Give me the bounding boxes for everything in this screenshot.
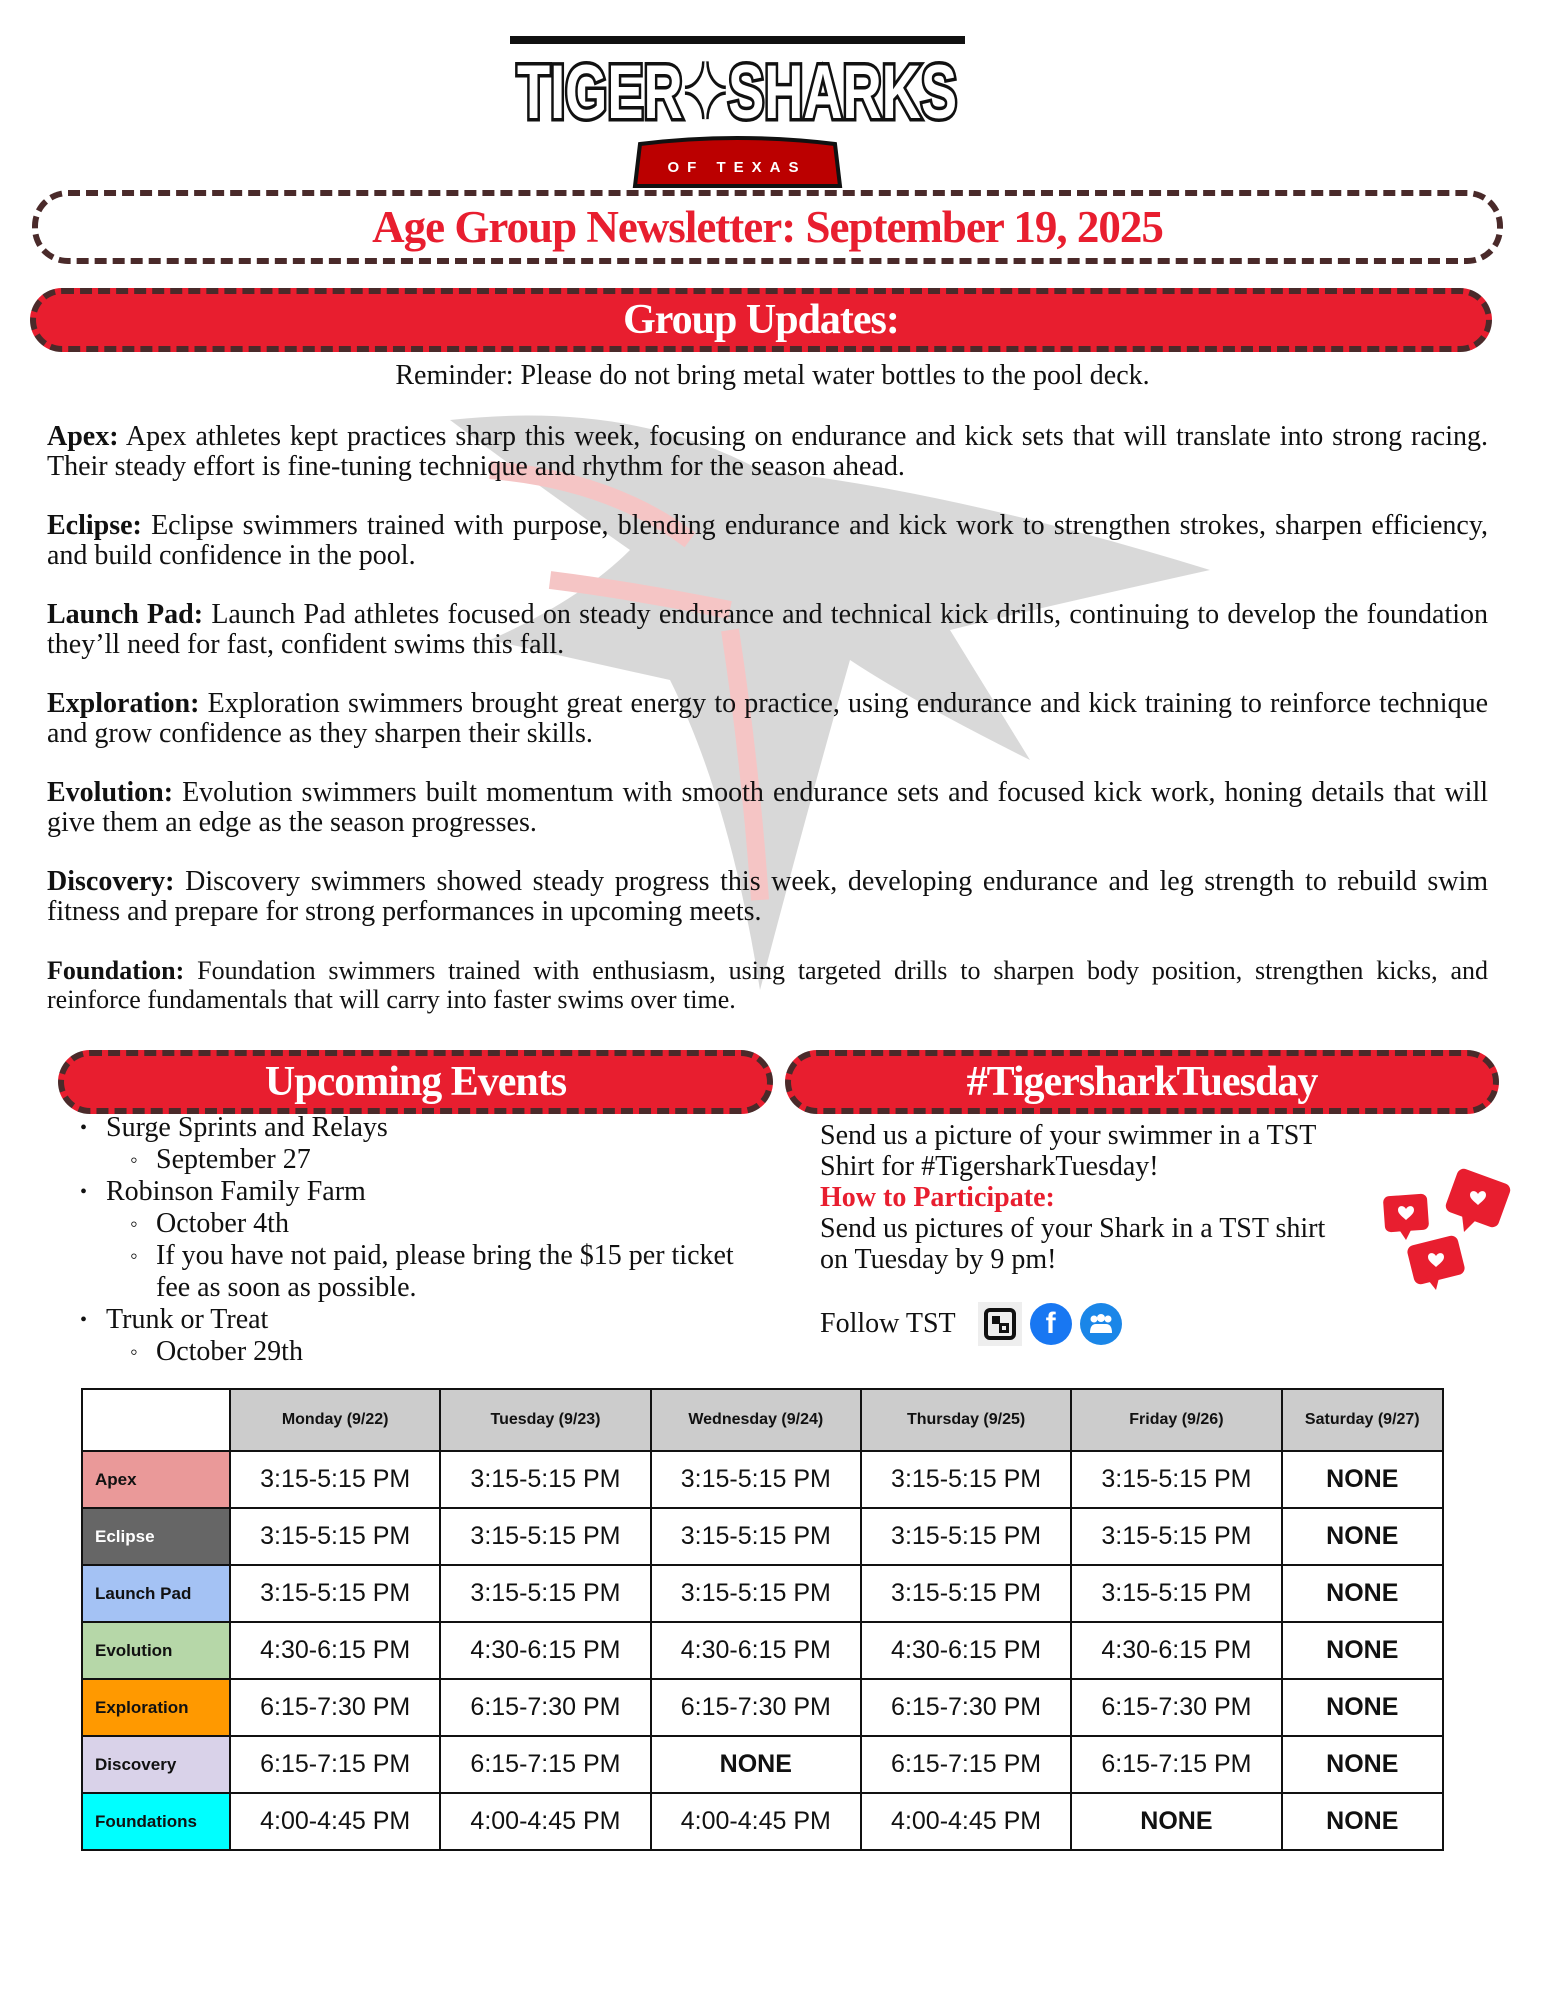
how-to-participate-label: How to Participate: xyxy=(820,1182,1055,1213)
time-cell: NONE xyxy=(1282,1622,1443,1679)
group-label: Exploration xyxy=(82,1679,230,1736)
facebook-icon[interactable]: f xyxy=(1030,1303,1072,1345)
time-cell: 4:00-4:45 PM xyxy=(651,1793,861,1850)
update-exploration xyxy=(47,689,1488,749)
group-label: Evolution xyxy=(82,1622,230,1679)
time-cell: 6:15-7:15 PM xyxy=(1071,1736,1281,1793)
time-cell: NONE xyxy=(1282,1565,1443,1622)
group-name: Exploration: xyxy=(47,688,200,719)
tigershark-tuesday-heading: #TigersharkTuesday xyxy=(785,1050,1499,1114)
time-cell: 3:15-5:15 PM xyxy=(861,1451,1071,1508)
group-label: Eclipse xyxy=(82,1508,230,1565)
time-cell: 6:15-7:15 PM xyxy=(861,1736,1071,1793)
event-detail: ◦ October 29th xyxy=(80,1336,760,1368)
update-apex xyxy=(47,422,1488,482)
update-foundation xyxy=(47,956,1488,1014)
time-cell: 3:15-5:15 PM xyxy=(861,1508,1071,1565)
group-label: Launch Pad xyxy=(82,1565,230,1622)
group-icon[interactable] xyxy=(1080,1303,1122,1345)
update-text: Launch Pad athletes focused on steady endurance and technical kick drills, continuing to develop the foundation they’ll need for fast, confident swims this fall. xyxy=(47,599,1488,660)
svg-text:OF TEXAS: OF TEXAS xyxy=(667,159,807,176)
schedule-row xyxy=(82,1736,1443,1793)
update-text: Evolution swimmers built momentum with smooth endurance sets and focused kick work, honing details that will give them an edge as the season progresses. xyxy=(47,777,1489,838)
time-cell: NONE xyxy=(1071,1793,1281,1850)
time-cell: NONE xyxy=(651,1736,861,1793)
time-cell: NONE xyxy=(1282,1451,1443,1508)
update-discovery xyxy=(47,867,1488,927)
svg-text:TIGER✦SHARKS: TIGER✦SHARKS xyxy=(517,50,957,135)
time-cell: 4:30-6:15 PM xyxy=(861,1622,1071,1679)
events-list xyxy=(80,1112,760,1368)
update-text: Exploration swimmers brought great energy to practice, using endurance and kick training to reinforce technique and grow confidence as they sharpen their skills. xyxy=(47,688,1489,749)
time-cell: 6:15-7:30 PM xyxy=(1071,1679,1281,1736)
corner-cell xyxy=(82,1389,230,1451)
group-label: Discovery xyxy=(82,1736,230,1793)
group-name: Evolution: xyxy=(47,777,174,808)
schedule-row xyxy=(82,1622,1443,1679)
event-detail: ◦ October 4th xyxy=(80,1208,760,1240)
time-cell: 4:00-4:45 PM xyxy=(440,1793,650,1850)
people-glyph xyxy=(1088,1313,1114,1335)
update-eclipse xyxy=(47,511,1488,571)
update-launch-pad xyxy=(47,600,1488,660)
event-item: • Robinson Family Farm xyxy=(80,1176,760,1208)
time-cell: 4:00-4:45 PM xyxy=(861,1793,1071,1850)
group-name: Eclipse: xyxy=(47,510,142,541)
time-cell: NONE xyxy=(1282,1793,1443,1850)
schedule-row xyxy=(82,1793,1443,1850)
time-cell: 3:15-5:15 PM xyxy=(230,1565,440,1622)
time-cell: 6:15-7:30 PM xyxy=(440,1679,650,1736)
how-to-participate-text: Send us pictures of your Shark in a TST shirt on Tuesday by 9 pm! xyxy=(820,1213,1326,1275)
schedule-header-row xyxy=(82,1389,1443,1451)
event-item: • Trunk or Treat xyxy=(80,1304,760,1336)
heart-notification-icons xyxy=(1380,1170,1530,1290)
time-cell: 6:15-7:30 PM xyxy=(651,1679,861,1736)
practice-schedule-table xyxy=(81,1388,1444,1851)
time-cell: 3:15-5:15 PM xyxy=(861,1565,1071,1622)
day-header: Monday (9/22) xyxy=(230,1389,440,1451)
event-detail: ◦ September 27 xyxy=(80,1144,760,1176)
time-cell: 3:15-5:15 PM xyxy=(1071,1565,1281,1622)
time-cell: 3:15-5:15 PM xyxy=(651,1508,861,1565)
time-cell: 3:15-5:15 PM xyxy=(651,1565,861,1622)
time-cell: 6:15-7:30 PM xyxy=(861,1679,1071,1736)
group-name: Launch Pad: xyxy=(47,599,204,630)
day-header: Friday (9/26) xyxy=(1071,1389,1281,1451)
time-cell: 3:15-5:15 PM xyxy=(1071,1451,1281,1508)
time-cell: 4:30-6:15 PM xyxy=(651,1622,861,1679)
time-cell: 3:15-5:15 PM xyxy=(651,1451,861,1508)
reminder-text: Reminder: Please do not bring metal water bottles to the pool deck. xyxy=(395,360,1150,391)
time-cell: 4:00-4:45 PM xyxy=(230,1793,440,1850)
time-cell: 4:30-6:15 PM xyxy=(1071,1622,1281,1679)
time-cell: 3:15-5:15 PM xyxy=(440,1508,650,1565)
group-name: Foundation: xyxy=(47,956,185,985)
schedule-row xyxy=(82,1679,1443,1736)
day-header: Saturday (9/27) xyxy=(1282,1389,1443,1451)
upcoming-events-heading: Upcoming Events xyxy=(58,1050,773,1114)
update-evolution xyxy=(47,778,1488,838)
day-header: Wednesday (9/24) xyxy=(651,1389,861,1451)
group-updates-list xyxy=(47,422,1488,1043)
time-cell: 3:15-5:15 PM xyxy=(1071,1508,1281,1565)
follow-row xyxy=(820,1302,1122,1346)
time-cell: 6:15-7:15 PM xyxy=(230,1736,440,1793)
time-cell: 3:15-5:15 PM xyxy=(440,1565,650,1622)
event-detail: ◦ If you have not paid, please bring the $15 per ticket fee as soon as possible. xyxy=(80,1240,760,1304)
update-text: Apex athletes kept practices sharp this week, focusing on endurance and kick sets that will translate into strong racing. Their steady effort is fine-tuning technique and rhythm for the season ahead. xyxy=(47,421,1488,482)
schedule-row xyxy=(82,1508,1443,1565)
schedule-row xyxy=(82,1565,1443,1622)
time-cell: 4:30-6:15 PM xyxy=(230,1622,440,1679)
tst-info xyxy=(820,1120,1360,1275)
day-header: Tuesday (9/23) xyxy=(440,1389,650,1451)
group-updates-heading: Group Updates: xyxy=(30,288,1492,352)
follow-label: Follow TST xyxy=(820,1308,956,1339)
group-label: Foundations xyxy=(82,1793,230,1850)
time-cell: NONE xyxy=(1282,1736,1443,1793)
time-cell: NONE xyxy=(1282,1679,1443,1736)
qr-code-icon[interactable] xyxy=(978,1302,1022,1346)
time-cell: 6:15-7:15 PM xyxy=(440,1736,650,1793)
update-text: Foundation swimmers trained with enthusiasm, using targeted drills to sharpen body position, strengthen kicks, and reinforce fundamentals that will carry into faster swims over time. xyxy=(47,956,1488,1014)
time-cell: 4:30-6:15 PM xyxy=(440,1622,650,1679)
time-cell: NONE xyxy=(1282,1508,1443,1565)
group-name: Discovery: xyxy=(47,866,175,897)
schedule-row xyxy=(82,1451,1443,1508)
tiger-sharks-logo xyxy=(510,36,965,186)
day-header: Thursday (9/25) xyxy=(861,1389,1071,1451)
update-text: Eclipse swimmers trained with purpose, blending endurance and kick work to strengthen strokes, sharpen efficiency, and build confidence in the pool. xyxy=(47,510,1488,571)
time-cell: 6:15-7:30 PM xyxy=(230,1679,440,1736)
time-cell: 3:15-5:15 PM xyxy=(230,1508,440,1565)
newsletter-title: Age Group Newsletter: September 19, 2025 xyxy=(372,202,1163,252)
event-item: • Surge Sprints and Relays xyxy=(80,1112,760,1144)
group-label: Apex xyxy=(82,1451,230,1508)
newsletter-title-box xyxy=(32,190,1503,264)
group-name: Apex: xyxy=(47,421,119,452)
time-cell: 3:15-5:15 PM xyxy=(230,1451,440,1508)
tst-intro: Send us a picture of your swimmer in a TST Shirt for #TigersharkTuesday! xyxy=(820,1120,1316,1182)
update-text: Discovery swimmers showed steady progress this week, developing endurance and leg strength to rebuild swim fitness and prepare for strong performances in upcoming meets. xyxy=(47,866,1489,927)
time-cell: 3:15-5:15 PM xyxy=(440,1451,650,1508)
